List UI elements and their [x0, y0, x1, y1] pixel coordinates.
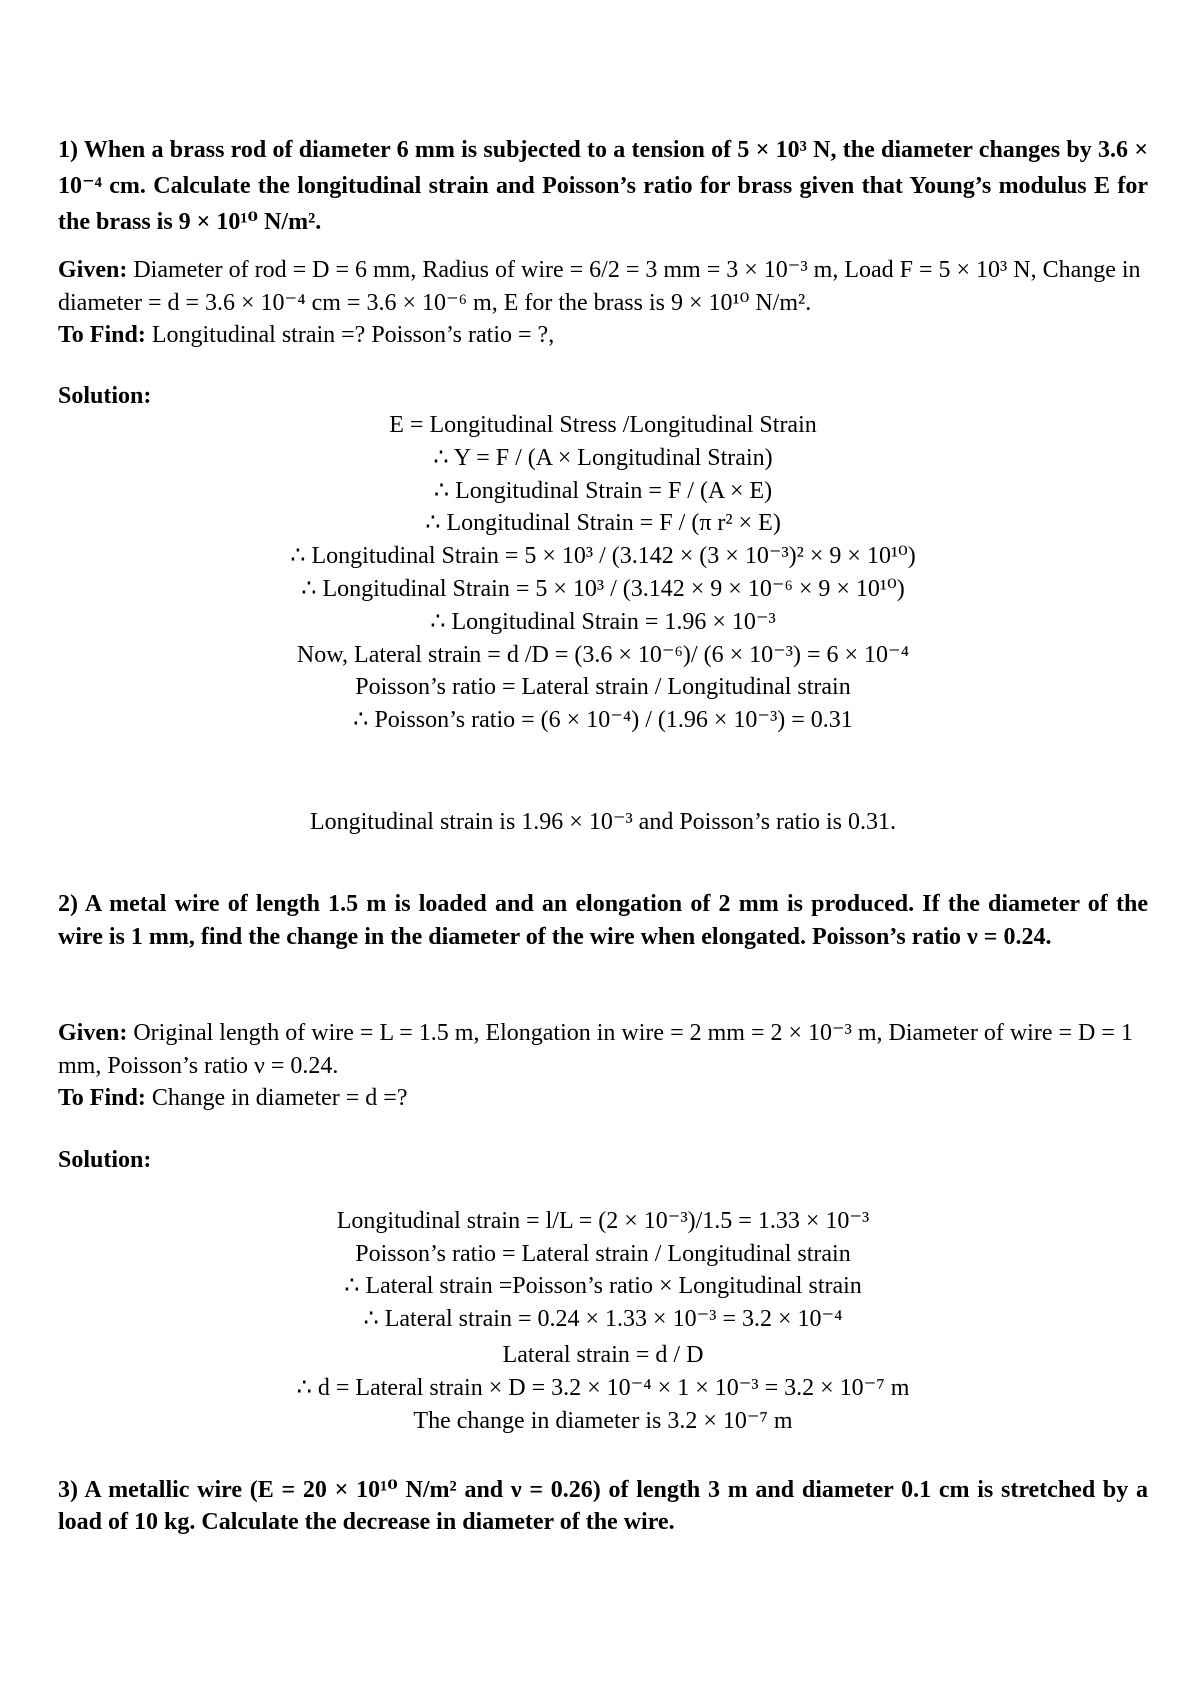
question-1-title: 1) When a brass rod of diameter 6 mm is subjected to a tension of 5 × 10³ N, the diameter changes by 3.6 × 10⁻⁴ cm. Calculate the longitudinal strain and Poisson’s ratio for brass given that Young’s modulus E for the brass is 9 × 10¹⁰ N/m². — [58, 137, 1148, 235]
solution-step: ∴ Longitudinal Strain = 5 × 10³ / (3.142 × 9 × 10⁻⁶ × 9 × 10¹⁰) — [301, 575, 905, 602]
solution-step: ∴ Lateral strain =Poisson’s ratio × Longitudinal strain — [344, 1273, 862, 1300]
solution-step: ∴ Longitudinal Strain = F / (π r² × E) — [425, 510, 781, 537]
solution-step: Poisson’s ratio = Lateral strain / Longitudinal strain — [355, 1240, 851, 1267]
solution-step: Now, Lateral strain = d /D = (3.6 × 10⁻⁶)/ (6 × 10⁻³) = 6 × 10⁻⁴ — [296, 641, 910, 668]
question-2-solution-steps — [58, 1205, 1148, 1437]
question-1-given — [58, 254, 1148, 319]
solution-step: E = Longitudinal Stress /Longitudinal Strain — [389, 412, 817, 438]
solution-step: ∴ Longitudinal Strain = F / (A × E) — [433, 477, 773, 504]
question-1-to-find — [58, 319, 1148, 352]
given-text: Diameter of rod = D = 6 mm, Radius of wire = 6/2 = 3 mm = 3 × 10⁻³ m, Load F = 5 × 10³ N, Change in diameter = d = 3.6 × 10⁻⁴ cm = 3.6 × 10⁻⁶ m, E for the brass is 9 × 10¹⁰ N/m². — [58, 257, 1141, 316]
question-1-answer: Longitudinal strain is 1.96 × 10⁻³ and Poisson’s ratio is 0.31. — [309, 809, 897, 835]
solution-step: ∴ Longitudinal Strain = 1.96 × 10⁻³ — [430, 608, 776, 635]
solution-step: Longitudinal strain = l/L = (2 × 10⁻³)/1.5 = 1.33 × 10⁻³ — [336, 1208, 870, 1234]
question-1-solution-steps — [58, 409, 1148, 737]
given-label: Given: — [58, 257, 128, 283]
given-label: Given: — [58, 1020, 128, 1046]
question-2-solution-label: Solution: — [58, 1147, 152, 1173]
solution-step: ∴ Lateral strain = 0.24 × 1.33 × 10⁻³ = 3.2 × 10⁻⁴ — [363, 1305, 843, 1332]
solution-step: ∴ Poisson’s ratio = (6 × 10⁻⁴) / (1.96 × 10⁻³) = 0.31 — [353, 707, 853, 734]
question-2-to-find — [58, 1082, 1148, 1115]
question-3-title: 3) A metallic wire (E = 20 × 10¹⁰ N/m² and ν = 0.26) of length 3 m and diameter 0.1 cm is stretched by a load of 10 kg. Calculate the decrease in diameter of the wire. — [58, 1477, 1148, 1535]
to-find-label: To Find: — [58, 1085, 146, 1111]
question-2-title: 2) A metal wire of length 1.5 m is loaded and an elongation of 2 mm is produced. If the diameter of the wire is 1 mm, find the change in the diameter of the wire when elongated. Poisson’s ratio ν = 0.24. — [58, 891, 1148, 950]
question-2-given — [58, 1017, 1148, 1082]
question-1-solution-label: Solution: — [58, 383, 152, 409]
given-text: Original length of wire = L = 1.5 m, Elongation in wire = 2 mm = 2 × 10⁻³ m, Diameter of wire = D = 1 mm, Poisson’s ratio ν = 0.24. — [58, 1020, 1133, 1079]
solution-step: ∴ Y = F / (A × Longitudinal Strain) — [433, 444, 773, 471]
solution-step: Lateral strain = d / D — [502, 1342, 704, 1369]
solution-step: Poisson’s ratio = Lateral strain / Longitudinal strain — [355, 674, 851, 701]
solution-step: ∴ d = Lateral strain × D = 3.2 × 10⁻⁴ × 1 × 10⁻³ = 3.2 × 10⁻⁷ m — [296, 1374, 910, 1401]
solution-step: The change in diameter is 3.2 × 10⁻⁷ m — [413, 1407, 793, 1434]
to-find-text: Longitudinal strain =? Poisson’s ratio = ?, — [151, 322, 555, 348]
solution-step: ∴ Longitudinal Strain = 5 × 10³ / (3.142 × (3 × 10⁻³)² × 9 × 10¹⁰) — [290, 543, 916, 570]
to-find-text: Change in diameter = d =? — [151, 1085, 408, 1111]
to-find-label: To Find: — [58, 322, 146, 348]
